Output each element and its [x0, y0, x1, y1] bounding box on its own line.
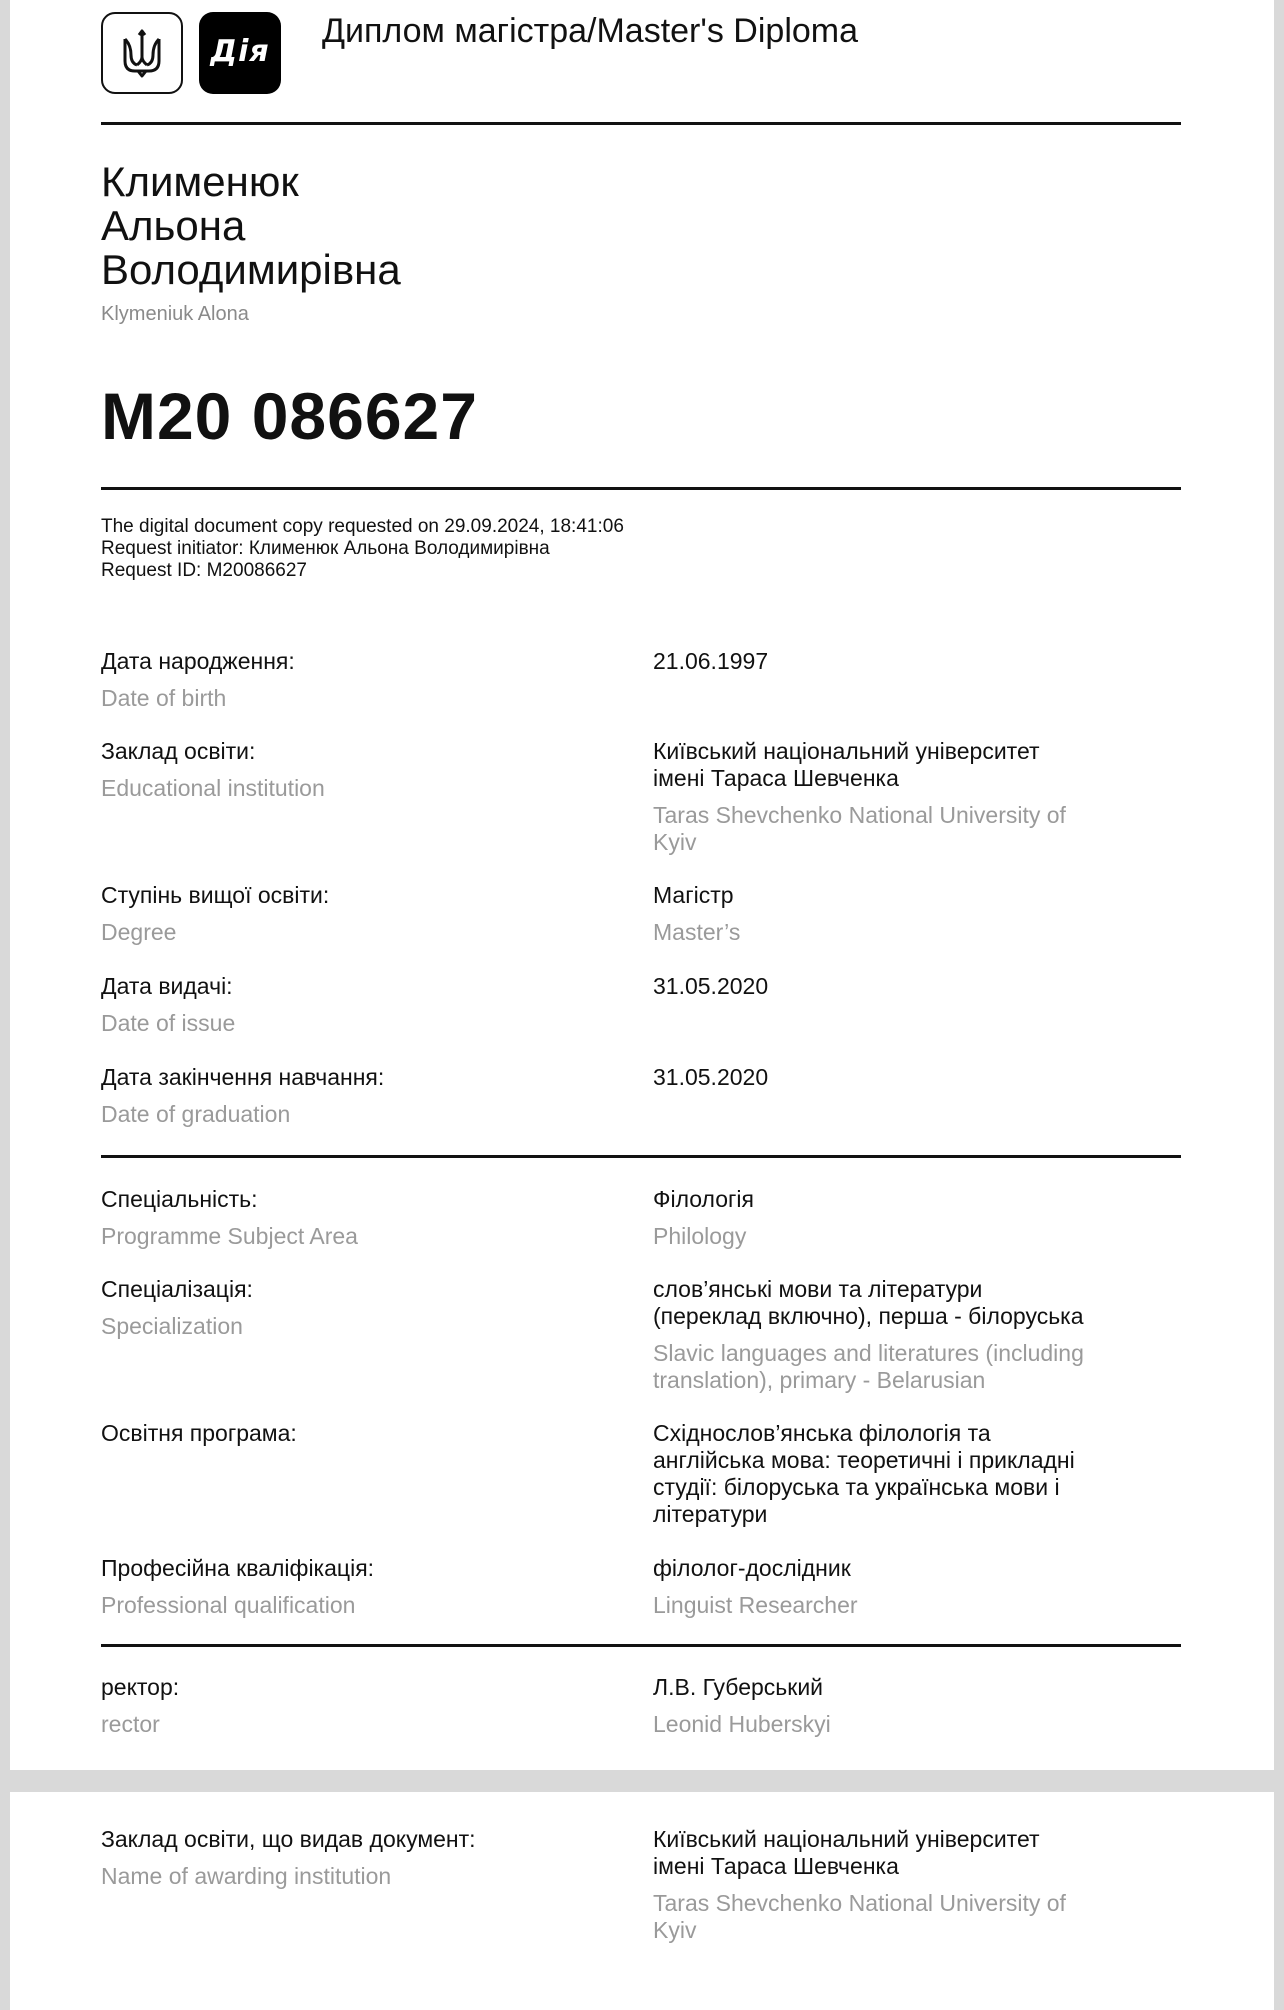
field-label: Освітня програма:: [101, 1420, 297, 1446]
divider: [101, 1644, 1181, 1647]
field-value-line: англійська мова: теоретичні і прикладні: [653, 1447, 1075, 1473]
field-label: Професійна кваліфікація:: [101, 1555, 375, 1581]
field-value-en: Philology: [653, 1223, 747, 1249]
field-value-en-line: Taras Shevchenko National University of: [653, 1890, 1066, 1916]
holder-surname: Клименюк: [101, 158, 299, 205]
field-label: Ступінь вищої освіти:: [101, 882, 330, 908]
divider: [101, 122, 1181, 125]
field-value: Магістр: [653, 882, 734, 908]
field-value-en-line: Kyiv: [653, 829, 697, 855]
field-value-en-line: Kyiv: [653, 1917, 697, 1943]
field-label-en: Date of birth: [101, 685, 227, 711]
field-value-line: Східнослов’янська філологія та: [653, 1420, 991, 1446]
field-label: Заклад освіти:: [101, 738, 256, 764]
field-value: 31.05.2020: [653, 973, 769, 999]
holder-full-name: [101, 160, 401, 292]
field-value-line: (переклад включно), перша - білоруська: [653, 1303, 1084, 1329]
field-value-line: імені Тараса Шевченка: [653, 765, 899, 791]
diia-logo: [199, 12, 281, 94]
field-label: Заклад освіти, що видав документ:: [101, 1826, 476, 1852]
field-label: Дата народження:: [101, 648, 295, 674]
request-date-line: The digital document copy requested on 29.09.2024, 18:41:06: [101, 516, 624, 537]
diia-logo-text: Дія: [210, 34, 270, 69]
field-value-line: Київський національний університет: [653, 738, 1040, 764]
divider: [101, 487, 1181, 490]
document-title: Диплом магістра/Master's Diploma: [322, 12, 859, 50]
request-initiator-line: Request initiator: Клименюк Альона Володимирівна: [101, 538, 550, 559]
field-value: філолог-дослідник: [653, 1555, 851, 1581]
field-label-en: Programme Subject Area: [101, 1223, 358, 1249]
field-value: Філологія: [653, 1186, 754, 1212]
field-value-en: Linguist Researcher: [653, 1592, 858, 1618]
holder-latin-name: Klymeniuk Alona: [101, 303, 249, 325]
field-value-en: Master’s: [653, 919, 741, 945]
field-value-en-line: Slavic languages and literatures (including: [653, 1340, 1084, 1366]
field-label-en: rector: [101, 1711, 160, 1737]
field-value-line: слов’янські мови та літератури: [653, 1276, 983, 1302]
field-value-line: літератури: [653, 1501, 768, 1527]
field-label-en: Professional qualification: [101, 1592, 356, 1618]
field-value: Л.В. Губерський: [653, 1674, 824, 1700]
field-label-en: Date of issue: [101, 1010, 236, 1036]
trident-icon: [119, 27, 165, 79]
field-value-line: студії: білоруська та українська мови і: [653, 1474, 1060, 1500]
document-header: [101, 12, 1181, 98]
document-number: M20 086627: [101, 379, 478, 453]
diploma-page-2: [10, 1792, 1274, 2010]
trident-logo: [101, 12, 183, 94]
field-label: Спеціальність:: [101, 1186, 258, 1212]
field-label: Спеціалізація:: [101, 1276, 253, 1302]
field-label: ректор:: [101, 1674, 180, 1700]
field-label-en: Name of awarding institution: [101, 1863, 392, 1889]
field-label-en: Date of graduation: [101, 1101, 291, 1127]
holder-given-name: Альона: [101, 202, 246, 249]
holder-patronymic: Володимирівна: [101, 246, 401, 293]
field-label: Дата видачі:: [101, 973, 233, 999]
field-value: 31.05.2020: [653, 1064, 769, 1090]
request-id-line: Request ID: M20086627: [101, 560, 307, 581]
field-label: Дата закінчення навчання:: [101, 1064, 385, 1090]
field-label-en: Degree: [101, 919, 177, 945]
field-value-en: Leonid Huberskyi: [653, 1711, 831, 1737]
divider: [101, 1155, 1181, 1158]
request-info: [101, 516, 624, 582]
field-label-en: Educational institution: [101, 775, 325, 801]
diploma-page-1: [10, 0, 1274, 1770]
field-value-en-line: translation), primary - Belarusian: [653, 1367, 986, 1393]
field-label-en: Specialization: [101, 1313, 243, 1339]
field-value: 21.06.1997: [653, 648, 769, 674]
field-value-en-line: Taras Shevchenko National University of: [653, 802, 1066, 828]
field-value-line: імені Тараса Шевченка: [653, 1853, 899, 1879]
field-value-line: Київський національний університет: [653, 1826, 1040, 1852]
